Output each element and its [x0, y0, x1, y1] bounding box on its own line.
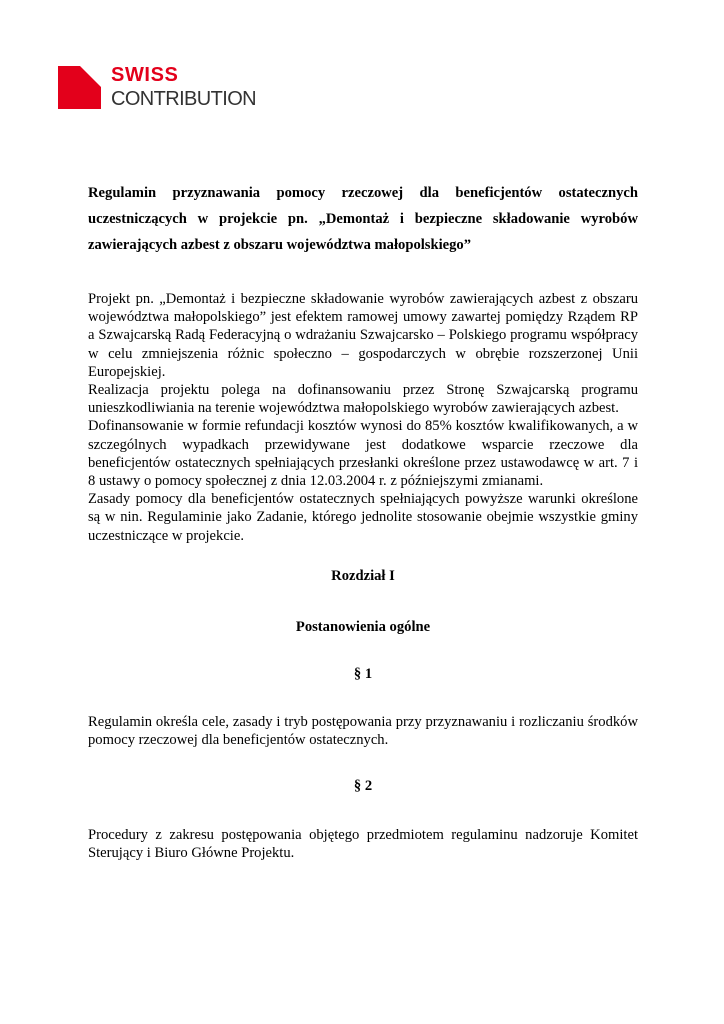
section-2-text: Procedury z zakresu postępowania objętego przedmiotem regulaminu nadzoruje Komitet Sterujący i Biuro Główne Projektu. — [88, 827, 638, 862]
chapter-title: Postanowienia ogólne — [295, 619, 431, 635]
swiss-contribution-logo — [58, 66, 298, 112]
intro-paragraph: Realizacja projektu polega na dofinansowaniu przez Stronę Szwajcarską programu unieszkodliwiania na terenie województwa małopolskiego wyrobów zawierających azbest. — [88, 382, 638, 417]
section-1-label: § 1 — [353, 666, 373, 682]
section-1-text: Regulamin określa cele, zasady i tryb postępowania przy przyznawaniu i rozliczaniu środków pomocy rzeczowej dla beneficjentów ostatecznych. — [88, 714, 638, 749]
section-2-label: § 2 — [353, 778, 373, 794]
logo-text-contribution: CONTRIBUTION — [111, 88, 257, 110]
intro-paragraph: Dofinansowanie w formie refundacji kosztów wynosi do 85% kosztów kwalifikowanych, a w szczególnych wypadkach przewidywane jest dodatkowe wsparcie rzeczowe dla beneficjentów ostatecznych spełniających przesłanki określone przez ustawodawcę w art. 7 i 8 ustawy o pomocy społecznej z dnia 12.03.2004 r. z późniejszymi zmianami. — [88, 418, 638, 490]
chapter-heading: Rozdział I — [331, 568, 395, 584]
swiss-cross-logo-icon — [58, 66, 101, 109]
intro-text — [88, 290, 638, 545]
document-title: Regulamin przyznawania pomocy rzeczowej dla beneficjentów ostatecznych uczestniczących w projekcie pn. „Demontaż i bezpieczne składowanie wyrobów zawierających azbest z obszaru województwa małopolskiego” — [88, 185, 638, 253]
logo-text-swiss: SWISS — [111, 64, 179, 86]
intro-paragraph: Projekt pn. „Demontaż i bezpieczne składowanie wyrobów zawierających azbest z obszaru województwa małopolskiego” jest efektem ramowej umowy zawartej pomiędzy Rządem RP a Szwajcarską Radą Federacyjną o wdrażaniu Szwajcarsko – Polskiego programu współpracy w celu zmniejszenia różnic społeczno – gospodarczych w obrębie rozszerzonej Unii Europejskiej. — [88, 291, 638, 380]
intro-paragraph: Zasady pomocy dla beneficjentów ostatecznych spełniających powyższe warunki określone są w nin. Regulaminie jako Zadanie, którego jednolite stosowanie obejmie wszystkie gminy uczestniczące w projekcie. — [88, 491, 638, 544]
